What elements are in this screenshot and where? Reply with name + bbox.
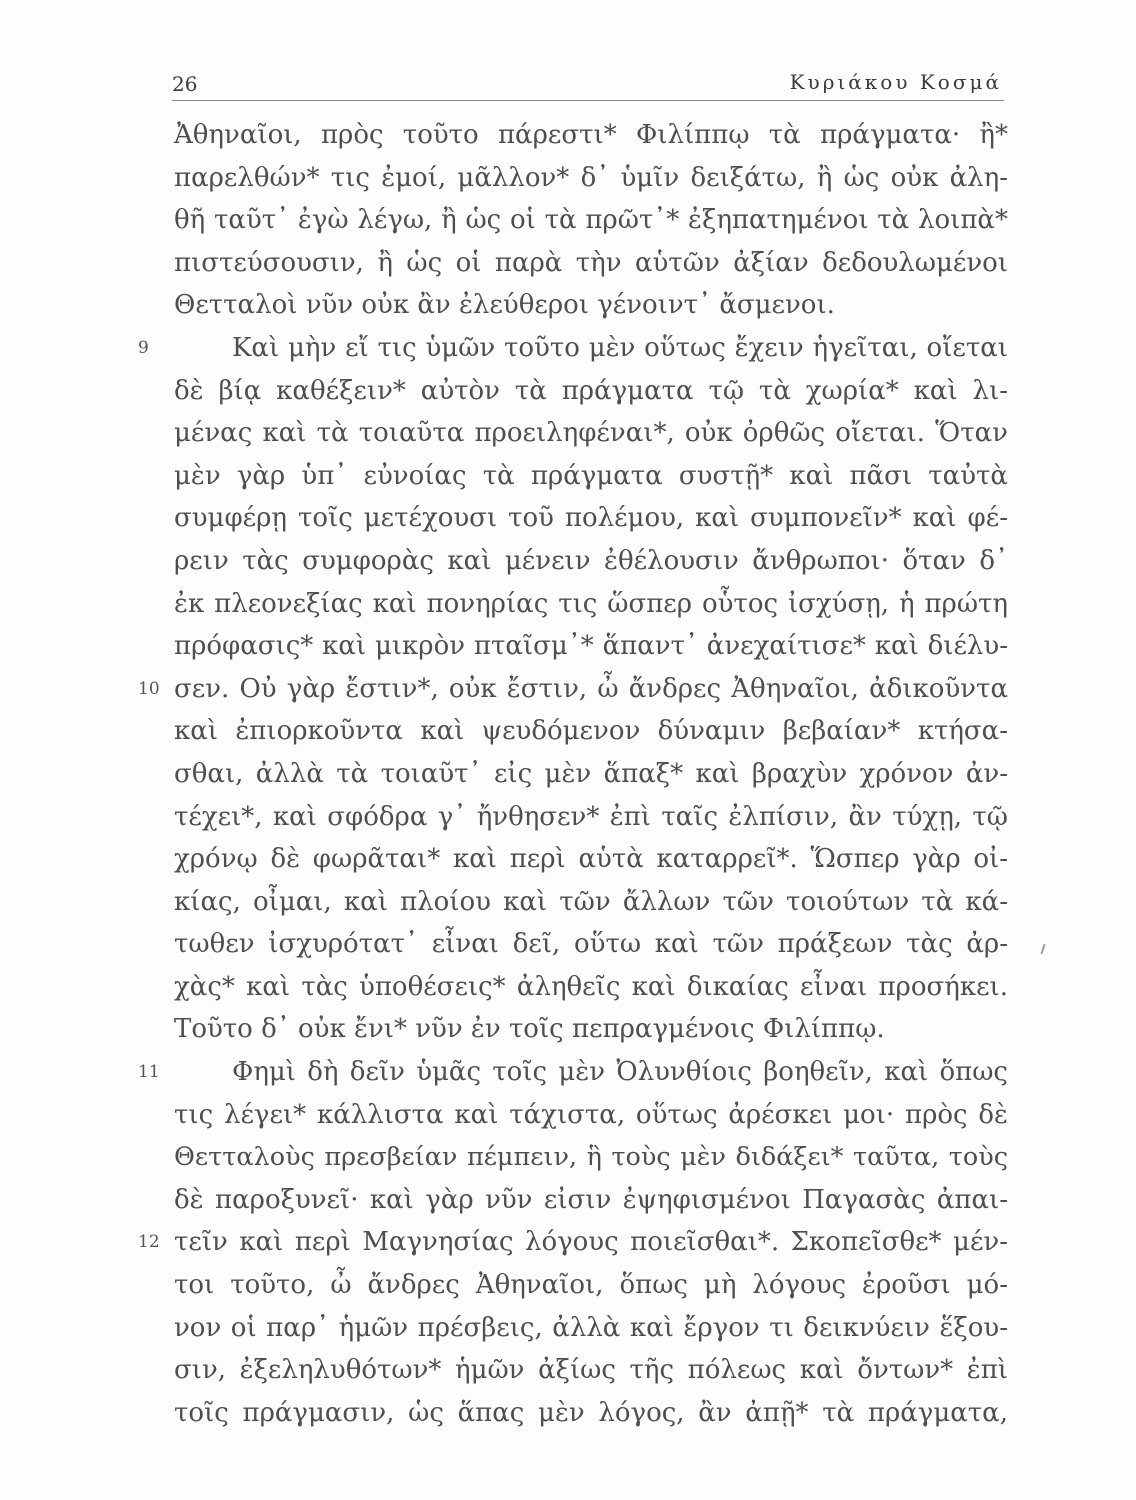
text-line [174,583,1008,626]
line-text: σιν, ἐξεληλυθότων* ἡμῶν ἀξίως τῆς πόλεως καὶ ὄντων* ἐπὶ [174,1355,1008,1386]
page-number: 26 [172,72,198,96]
text-line [174,370,1008,413]
text-line [174,710,1008,753]
text-line [174,1349,1008,1392]
line-text: τοῖς πράγμασιν, ὡς ἅπας μὲν λόγος, ἂν ἀπῇ* τὰ πράγματα, [174,1397,1008,1428]
line-text: συμφέρῃ τοῖς μετέχουσι τοῦ πολέμου, καὶ συμπονεῖν* καὶ φέ- [174,503,1008,534]
text-line [174,412,1008,455]
line-text: δὲ βίᾳ καθέξειν* αὐτὸν τὰ πράγματα τῷ τὰ χωρία* καὶ λι- [174,375,1008,406]
page-header [172,66,1004,101]
line-text: πρόφασις* καὶ μικρὸν πταῖσμ᾽* ἅπαντ᾽ ἀνεχαίτισε* καὶ διέλυ- [174,631,1008,662]
line-text: Θετταλοὶ νῦν οὐκ ἂν ἐλεύθεροι γένοιντ᾽ ἄσμενοι. [174,290,835,321]
text-line [174,796,1008,839]
text-line [174,881,1008,924]
text-line [138,327,1008,370]
line-text: Φημὶ δὴ δεῖν ὑμᾶς τοῖς μὲν Ὀλυνθίοις βοηθεῖν, καὶ ὅπως [232,1057,1008,1088]
line-text: ἐκ πλεονεξίας καὶ πονηρίας τις ὥσπερ οὗτος ἰσχύσῃ, ἡ πρώτη [174,588,1008,619]
line-text: δὲ παροξυνεῖ· καὶ γὰρ νῦν εἰσιν ἐψηφισμένοι Παγασὰς ἀπαι- [174,1184,1008,1215]
line-text: Ἀθηναῖοι, πρὸς τοῦτο πάρεστι* Φιλίππῳ τὰ πράγματα· ἢ* [174,120,1008,150]
line-text: τωθεν ἰσχυρότατ᾽ εἶναι δεῖ, οὕτω καὶ τῶν πράξεων τὰς ἀρ- [174,929,1008,960]
text-line [174,1392,1008,1435]
text-line [174,1136,1008,1179]
line-text: Καὶ μὴν εἴ τις ὑμῶν τοῦτο μὲν οὕτως ἔχειν ἡγεῖται, οἴεται [232,332,1008,363]
line-text: πιστεύσουσιν, ἢ ὡς οἱ παρὰ τὴν αὑτῶν ἀξίαν δεδουλωμένοι [174,247,1008,278]
line-text: καὶ ἐπιορκοῦντα καὶ ψευδόμενον δύναμιν βεβαίαν* κτήσα- [174,716,1008,747]
text-line [174,753,1008,796]
line-text: μὲν γὰρ ὑπ᾽ εὐνοίας τὰ πράγματα συστῇ* καὶ πᾶσι ταὐτὰ [174,460,1008,491]
text-line [174,199,1008,242]
text-line [138,1051,1008,1094]
text-line [138,668,1008,711]
text-line [174,625,1008,668]
text-line [174,497,1008,540]
text-line [174,1179,1008,1222]
line-text: σεν. Οὐ γὰρ ἔστιν*, οὐκ ἔστιν, ὦ ἄνδρες Ἀθηναῖοι, ἀδικοῦντα [174,673,1008,704]
line-text: χὰς* καὶ τὰς ὑποθέσεις* ἀληθεῖς καὶ δικαίας εἶναι προσήκει. [174,971,1008,1002]
text-line [174,1307,1008,1350]
text-line [174,838,1008,881]
line-text: τεῖν καὶ περὶ Μαγνησίας λόγους ποιεῖσθαι*. Σκοπεῖσθε* μέν- [174,1227,1008,1258]
line-text: κίας, οἶμαι, καὶ πλοίου καὶ τῶν ἄλλων τῶν τοιούτων τὰ κά- [174,886,1008,917]
section-number: 11 [138,1062,160,1083]
text-line [174,242,1008,285]
line-text: τις λέγει* κάλλιστα καὶ τάχιστα, οὕτως ἀρέσκει μοι· πρὸς δὲ [174,1099,1008,1130]
text-line [174,284,1008,327]
section-number: 9 [138,337,149,358]
line-text: παρελθών* τις ἐμοί, μᾶλλον* δ᾽ ὑμῖν δειξάτω, ἢ ὡς οὐκ ἀλη- [174,162,1008,193]
text-line [174,540,1008,583]
body-text [138,114,1008,1434]
text-line [174,1264,1008,1307]
text-line [174,157,1008,200]
text-line [174,1008,1008,1051]
text-line [174,114,1008,157]
line-text: τοι τοῦτο, ὦ ἄνδρες Ἀθηναῖοι, ὅπως μὴ λόγους ἐροῦσι μό- [174,1270,1008,1301]
line-text: χρόνῳ δὲ φωρᾶται* καὶ περὶ αὑτὰ καταρρεῖ*. Ὥσπερ γὰρ οἰ- [174,844,1008,875]
text-line [174,923,1008,966]
text-line [174,455,1008,498]
running-title: Κυριάκου Κοσμά [789,70,1002,94]
line-text: Τοῦτο δ᾽ οὐκ ἔνι* νῦν ἐν τοῖς πεπραγμένοις Φιλίππῳ. [174,1014,885,1045]
section-number: 10 [138,678,160,699]
text-line [174,1094,1008,1137]
line-text: τέχει*, καὶ σφόδρα γ᾽ ἤνθησεν* ἐπὶ ταῖς ἐλπίσιν, ἂν τύχῃ, τῷ [174,801,1008,832]
paper-speck [1041,944,1046,954]
line-text: θῆ ταῦτ᾽ ἐγὼ λέγω, ἢ ὡς οἱ τὰ πρῶτ᾽* ἐξηπατημένοι τὰ λοιπὰ* [174,205,1008,236]
line-text: νον οἱ παρ᾽ ἡμῶν πρέσβεις, ἀλλὰ καὶ ἔργον τι δεικνύειν ἕξου- [174,1312,1008,1343]
line-text: Θετταλοὺς πρεσβείαν πέμπειν, ἣ τοὺς μὲν διδάξει* ταῦτα, τοὺς [174,1142,1008,1173]
line-text: σθαι, ἀλλὰ τὰ τοιαῦτ᾽ εἰς μὲν ἅπαξ* καὶ βραχὺν χρόνον ἀν- [174,758,1008,789]
text-line [138,1221,1008,1264]
section-number: 12 [138,1232,160,1253]
line-text: ρειν τὰς συμφορὰς καὶ μένειν ἐθέλουσιν ἄνθρωποι· ὅταν δ᾽ [174,545,1008,576]
line-text: μένας καὶ τὰ τοιαῦτα προειληφέναι*, οὐκ ὀρθῶς οἴεται. Ὅταν [174,418,1008,449]
text-line [174,966,1008,1009]
